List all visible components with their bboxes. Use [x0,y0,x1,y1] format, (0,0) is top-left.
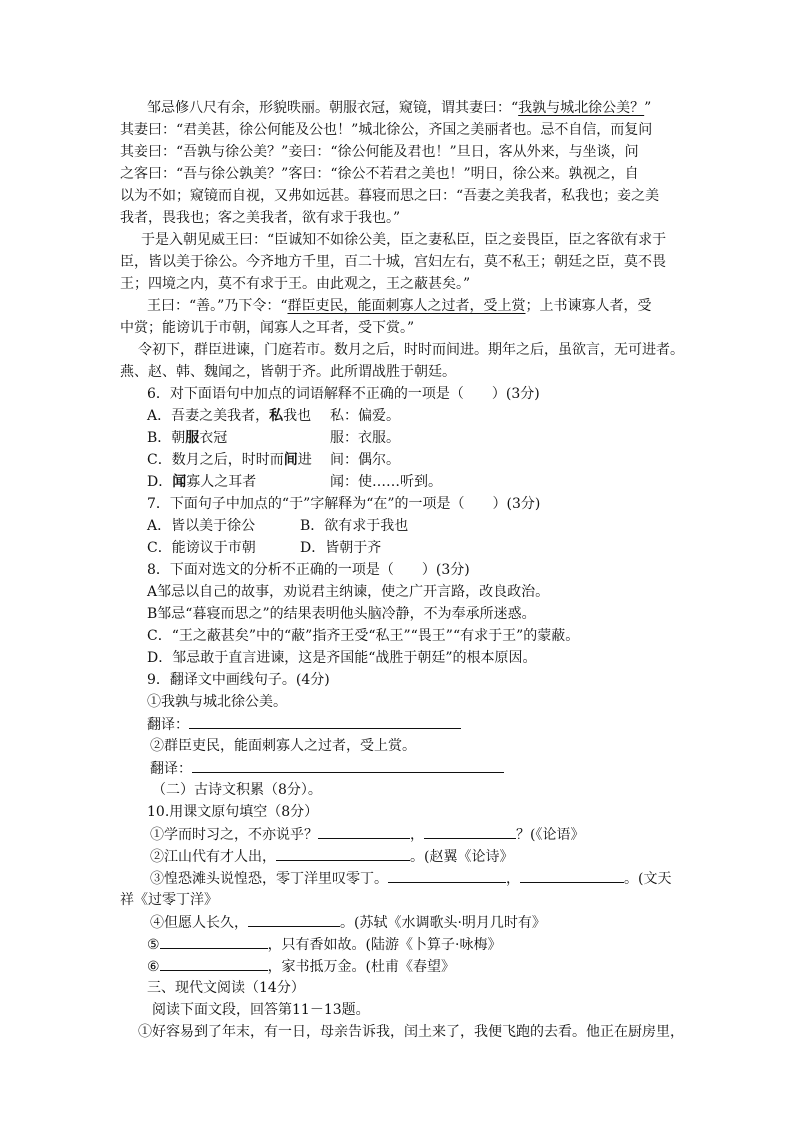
q6-stem: 6．对下面语句中加点的词语解释不正确的一项是（ ）(3分) [147,386,540,402]
answer-blank[interactable] [276,846,410,861]
answer-blank[interactable] [189,714,461,729]
q6-option-c: C．数月之后，时时而间进 [147,452,312,468]
q10-stem: 10.用课文原句填空（8分） [147,804,319,820]
passage-p4-line2: 燕、赵、韩、魏闻之，皆朝于齐。此所谓战胜于朝廷。 [120,364,456,380]
section3-paragraph-1: ①好容易到了年末，有一日，母亲告诉我，闰土来了，我便飞跑的去看。他正在厨房里， [138,1024,684,1040]
q6-option-b-def: 服：衣服。 [330,430,400,446]
q10-item-4: ④但愿人长久， 。(苏轼《水调歌头·明月几时有》 [150,912,546,934]
q10-item-6: ⑥ ，家书抵万金。(杜甫《春望》 [147,956,455,978]
passage-p4-line1: 令初下，群臣进谏，门庭若市。数月之后，时时而间进。期年之后，虽欲言，无可进者。 [138,342,684,358]
q6-option-a: A．吾妻之美我者，私我也 [147,408,312,424]
q8-option-d: D．邹忌敢于直言进谏，这是齐国能“战胜于朝廷”的根本原因。 [147,650,537,666]
answer-blank[interactable] [160,956,268,971]
q8-option-c: C．“王之蔽甚矣”中的“蔽”指齐王受“私王”“畏王”“有求于王”的蒙蔽。 [147,628,580,644]
underlined-sentence-2: 群臣吏民，能面刺寡人之过者，受上赏 [287,298,526,314]
q10-item-5: ⑤ ，只有香如故。(陆游《卜算子·咏梅》 [147,934,501,956]
q9-translation-2: 翻译： [150,758,504,780]
q9-sentence-1: ①我孰与城北徐公美。 [147,694,287,710]
section3-instruction: 阅读下面文段，回答第11－13题。 [152,1002,370,1018]
section3-title: 三、现代文阅读（14分） [147,980,305,996]
q8-option-b: B邹忌“暮寝而思之”的结果表明他头脑冷静，不为奉承所迷惑。 [147,606,536,622]
passage-p2-line3: 王；四境之内，莫不有求于王。由此观之，王之蔽甚矣。” [120,276,471,292]
q9-translation-1: 翻译： [147,714,461,736]
q8-option-a: A邹忌以自己的故事，劝说君主纳谏，使之广开言路，改良政治。 [147,584,550,600]
underlined-sentence-1: 我孰与城北徐公美？ [518,100,645,116]
q6-option-d: D．闻寡人之耳者 [147,474,257,490]
passage-p1-line3: 其妾曰：“吾孰与徐公美？”妾曰：“徐公何能及君也！”旦日，客从外来，与坐谈，问 [120,144,639,160]
passage-p1-line4: 之客曰：“吾与徐公孰美？”客曰：“徐公不若君之美也！”明日，徐公来。孰视之，自 [120,166,639,182]
q9-stem: 9．翻译文中画线句子。(4分) [147,672,330,688]
passage-p2-line2: 臣，皆以美于徐公。今齐地方千里，百二十城，宫妇左右，莫不私王；朝廷之臣，莫不畏 [120,254,666,270]
answer-blank[interactable] [318,824,410,839]
q10-item-3-cont: 祥《过零丁洋》 [120,892,218,908]
answer-blank[interactable] [520,868,624,883]
q6-option-b: B．朝服衣冠 [147,430,228,446]
answer-blank[interactable] [192,758,504,773]
passage-p1-line6: 我者，畏我也；客之美我者，欲有求于我也。” [120,210,401,226]
passage-p3-line2: 中赏；能谤讥于市朝，闻寡人之耳者，受下赏。” [120,320,415,336]
answer-blank[interactable] [248,912,340,927]
q6-option-a-def: 私：偏爱。 [330,408,400,424]
q7-option-c: C．能谤议于市朝 [147,540,256,556]
passage-p3-line1: 王曰：“善。”乃下令：“群臣吏民，能面刺寡人之过者，受上赏；上书谏寡人者，受 [147,298,652,314]
q7-stem: 7．下面句子中加点的“于”字解释为“在”的一项是（ ）(3分) [147,496,541,512]
q6-option-c-def: 间：偶尔。 [330,452,400,468]
q7-option-b: B．欲有求于我也 [300,518,409,534]
q9-sentence-2: ②群臣吏民，能面刺寡人之过者，受上赏。 [150,738,416,754]
q7-option-d: D．皆朝于齐 [300,540,382,556]
q7-option-a: A．皆以美于徐公 [147,518,256,534]
passage-p2-line1: 于是入朝见威王曰：“臣诚知不如徐公美，臣之妻私臣，臣之妾畏臣，臣之客欲有求于 [141,232,667,248]
passage-p1-line1: 邹忌修八尺有余，形貌昳丽。朝服衣冠，窥镜，谓其妻曰：“我孰与城北徐公美？” [147,100,652,116]
passage-p1-line5: 以为不如；窥镜而自视，又弗如远甚。暮寝而思之曰：“吾妻之美我者，私我也；妾之美 [120,188,660,204]
q10-item-2: ②江山代有才人出， 。(赵翼《论诗》 [150,846,513,868]
q6-option-d-def: 闻：使……听到。 [330,474,442,490]
q8-stem: 8．下面对选文的分析不正确的一项是（ ）(3分) [147,562,470,578]
answer-blank[interactable] [424,824,516,839]
answer-blank[interactable] [160,934,268,949]
answer-blank[interactable] [388,868,506,883]
q10-item-3: ③惶恐滩头说惶恐，零丁洋里叹零丁。 ， 。(文天 [150,868,671,890]
q10-item-1: ①学而时习之，不亦说乎？ ， ？(《论语》 [150,824,584,846]
section2-title: （二）古诗文积累（8分）。 [152,782,322,798]
passage-p1-line2: 其妻曰：“君美甚，徐公何能及公也！”城北徐公，齐国之美丽者也。忌不自信，而复问 [120,122,653,138]
